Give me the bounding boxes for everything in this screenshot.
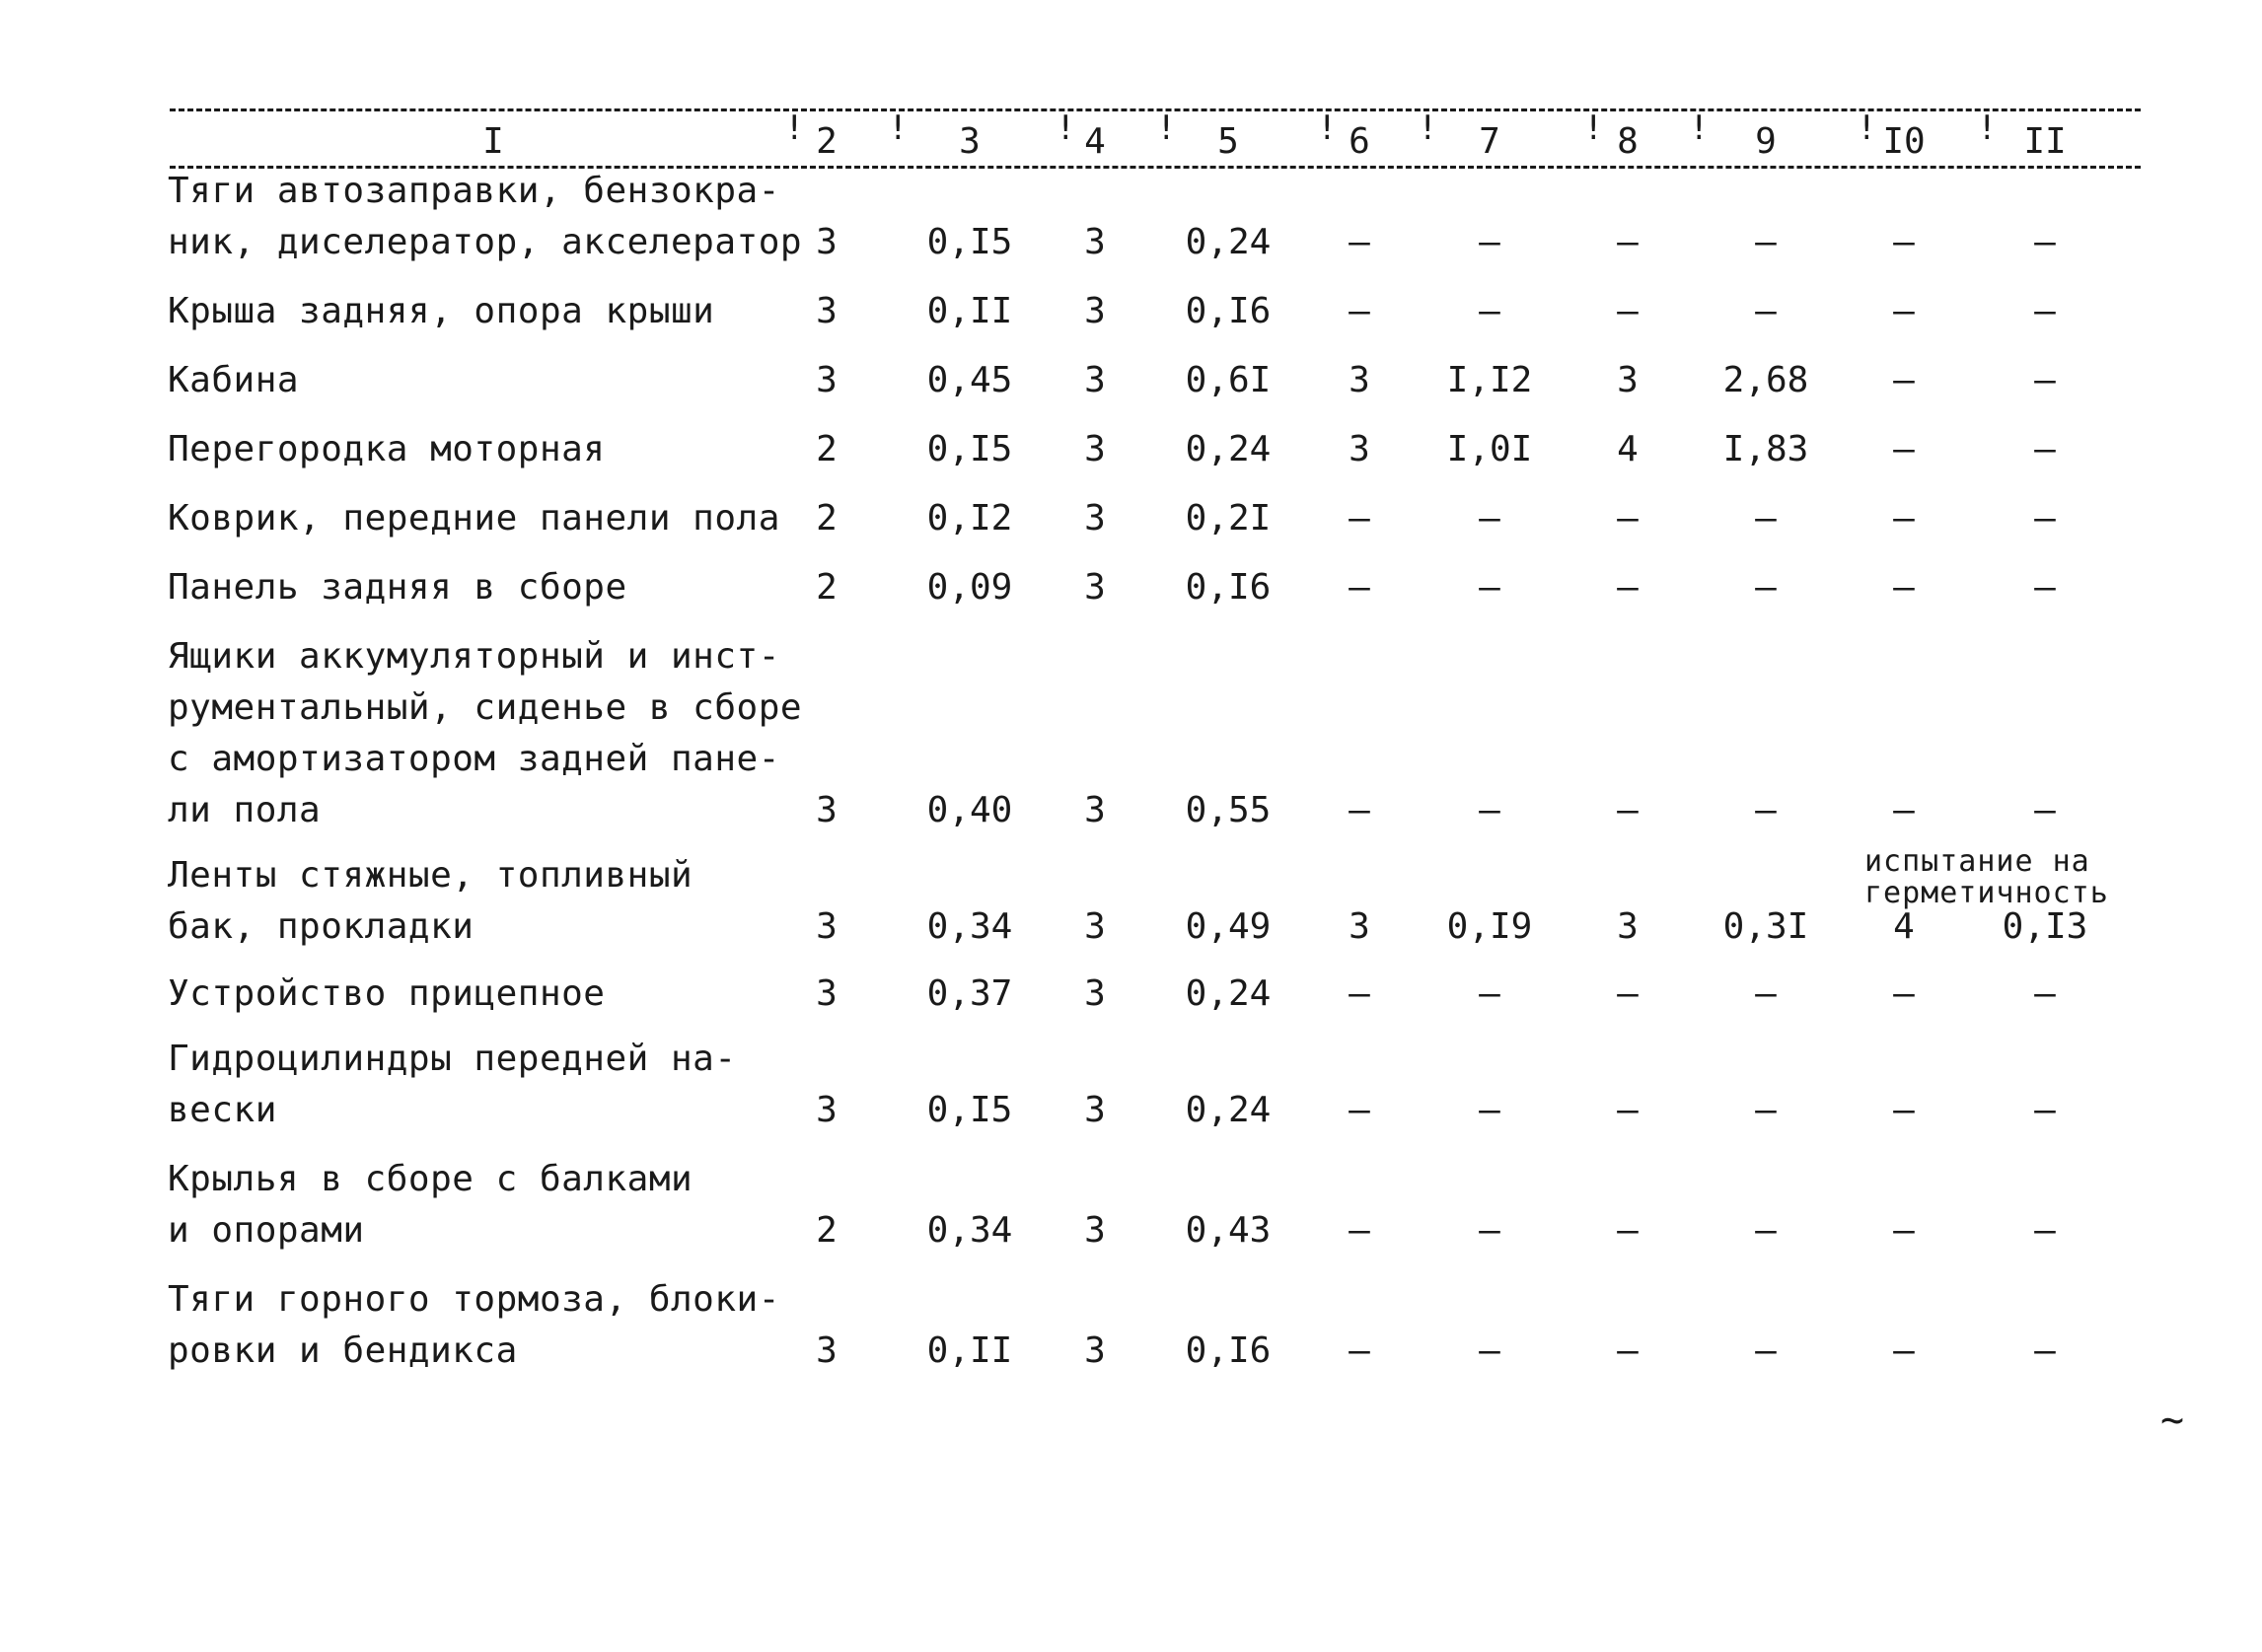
cell-col-7: –	[1479, 291, 1500, 331]
column-separator: !	[1056, 108, 1076, 148]
cell-col-9: –	[1755, 1330, 1777, 1371]
column-header-6: 6	[1349, 121, 1370, 162]
column-separator: !	[1317, 108, 1338, 148]
cell-col-10: –	[1893, 567, 1915, 608]
cell-col-10: –	[1893, 973, 1915, 1014]
cell-col-10: –	[1893, 291, 1915, 331]
cell-col-9: –	[1755, 1090, 1777, 1130]
cell-col-8: 3	[1617, 360, 1639, 400]
cell-col-3: 0,09	[926, 567, 1013, 608]
cell-col-4: 3	[1084, 973, 1106, 1014]
row-name-line: рументальный, сиденье в сборе	[168, 687, 803, 728]
cell-col-3: 0,34	[926, 1210, 1013, 1251]
column-separator: !	[1156, 108, 1177, 148]
row-name	[168, 562, 799, 613]
cell-col-3: 0,37	[926, 973, 1013, 1014]
cell-col-11: –	[2034, 973, 2056, 1014]
cell-col-5: 0,6I	[1185, 360, 1272, 400]
cell-col-7: –	[1479, 222, 1500, 262]
row-name-line: Гидроцилиндры передней на-	[168, 1039, 737, 1079]
cell-col-10: –	[1893, 1330, 1915, 1371]
column-header-1: I	[482, 121, 504, 162]
cell-col-5: 0,I6	[1185, 291, 1272, 331]
cell-col-10: –	[1893, 1090, 1915, 1130]
cell-col-4: 3	[1084, 1330, 1106, 1371]
cell-col-9: I,83	[1722, 429, 1809, 469]
cell-col-6: –	[1349, 1330, 1370, 1371]
cell-col-10: –	[1893, 429, 1915, 469]
cell-col-7: –	[1479, 1090, 1500, 1130]
page-mark: ~	[2160, 1398, 2185, 1443]
cell-col-8: 3	[1617, 906, 1639, 947]
column-header-10: I0	[1882, 121, 1926, 162]
cell-col-2: 3	[816, 973, 838, 1014]
cell-col-3: 0,I5	[926, 1090, 1013, 1130]
column-separator: !	[784, 108, 805, 148]
cell-col-3: 0,40	[926, 790, 1013, 830]
column-separator: !	[1689, 108, 1710, 148]
cell-col-5: 0,55	[1185, 790, 1272, 830]
cell-col-4: 3	[1084, 360, 1106, 400]
cell-col-2: 2	[816, 498, 838, 539]
cell-col-5: 0,24	[1185, 973, 1272, 1014]
column-header-2: 2	[816, 121, 838, 162]
cell-col-2: 3	[816, 291, 838, 331]
cell-col-11: –	[2034, 1090, 2056, 1130]
cell-col-11: –	[2034, 360, 2056, 400]
cell-col-2: 2	[816, 567, 838, 608]
row-note-line: испытание на	[1864, 844, 2090, 879]
cell-col-7: I,I2	[1446, 360, 1533, 400]
cell-col-4: 3	[1084, 567, 1106, 608]
cell-col-9: –	[1755, 222, 1777, 262]
cell-col-5: 0,43	[1185, 1210, 1272, 1251]
cell-col-4: 3	[1084, 906, 1106, 947]
cell-col-5: 0,24	[1185, 429, 1272, 469]
row-name-line: с амортизатором задней пане-	[168, 739, 780, 779]
cell-col-4: 3	[1084, 1210, 1106, 1251]
column-header-7: 7	[1479, 121, 1500, 162]
row-name	[168, 969, 799, 1020]
cell-col-6: –	[1349, 790, 1370, 830]
cell-col-2: 3	[816, 1090, 838, 1130]
cell-col-3: 0,I5	[926, 222, 1013, 262]
cell-col-8: 4	[1617, 429, 1639, 469]
cell-col-3: 0,II	[926, 1330, 1013, 1371]
cell-col-2: 3	[816, 360, 838, 400]
cell-col-9: –	[1755, 973, 1777, 1014]
cell-col-3: 0,34	[926, 906, 1013, 947]
cell-col-2: 3	[816, 906, 838, 947]
column-separator: !	[1857, 108, 1877, 148]
row-name-line: и опорами	[168, 1210, 365, 1251]
row-name	[168, 493, 799, 544]
cell-col-8: –	[1617, 498, 1639, 539]
cell-col-3: 0,I2	[926, 498, 1013, 539]
cell-col-4: 3	[1084, 1090, 1106, 1130]
row-name-line: Тяги горного тормоза, блоки-	[168, 1279, 780, 1320]
row-name	[168, 1034, 799, 1136]
cell-col-8: –	[1617, 1330, 1639, 1371]
row-note	[1864, 846, 2109, 909]
cell-col-6: –	[1349, 291, 1370, 331]
row-name-line: бак, прокладки	[168, 906, 474, 947]
cell-col-4: 3	[1084, 222, 1106, 262]
cell-col-6: –	[1349, 1210, 1370, 1251]
column-header-11: II	[2023, 121, 2067, 162]
cell-col-10: –	[1893, 1210, 1915, 1251]
cell-col-6: –	[1349, 498, 1370, 539]
cell-col-10: 4	[1893, 906, 1915, 947]
cell-col-4: 3	[1084, 429, 1106, 469]
column-header-5: 5	[1217, 121, 1239, 162]
row-name	[168, 631, 803, 836]
row-name	[168, 424, 799, 475]
cell-col-11: –	[2034, 1210, 2056, 1251]
row-name-line: Крылья в сборе с балками	[168, 1159, 693, 1199]
cell-col-11: –	[2034, 790, 2056, 830]
column-header-3: 3	[959, 121, 981, 162]
cell-col-5: 0,I6	[1185, 567, 1272, 608]
cell-col-10: –	[1893, 222, 1915, 262]
cell-col-8: –	[1617, 567, 1639, 608]
cell-col-7: –	[1479, 1210, 1500, 1251]
cell-col-6: 3	[1349, 906, 1370, 947]
cell-col-6: –	[1349, 1090, 1370, 1130]
row-name-line: Крыша задняя, опора крыши	[168, 291, 715, 331]
cell-col-3: 0,II	[926, 291, 1013, 331]
row-name	[168, 286, 799, 337]
cell-col-11: –	[2034, 1330, 2056, 1371]
table-header-top-rule	[170, 108, 2141, 111]
cell-col-10: –	[1893, 790, 1915, 830]
cell-col-6: –	[1349, 222, 1370, 262]
cell-col-11: –	[2034, 222, 2056, 262]
cell-col-9: –	[1755, 291, 1777, 331]
cell-col-5: 0,2I	[1185, 498, 1272, 539]
cell-col-9: –	[1755, 1210, 1777, 1251]
cell-col-7: –	[1479, 498, 1500, 539]
row-note-line: герметичность	[1864, 876, 2109, 910]
column-header-4: 4	[1084, 121, 1106, 162]
row-name-line: Устройство прицепное	[168, 973, 606, 1014]
row-name-line: Ящики аккумуляторный и инст-	[168, 636, 780, 677]
row-name-line: ровки и бендикса	[168, 1330, 518, 1371]
cell-col-7: –	[1479, 567, 1500, 608]
cell-col-4: 3	[1084, 790, 1106, 830]
cell-col-7: 0,I9	[1446, 906, 1533, 947]
row-name-line: Перегородка моторная	[168, 429, 606, 469]
cell-col-11: –	[2034, 429, 2056, 469]
cell-col-11: –	[2034, 567, 2056, 608]
column-header-8: 8	[1617, 121, 1639, 162]
cell-col-9: 2,68	[1722, 360, 1809, 400]
cell-col-4: 3	[1084, 291, 1106, 331]
cell-col-9: 0,3I	[1722, 906, 1809, 947]
cell-col-5: 0,49	[1185, 906, 1272, 947]
cell-col-3: 0,45	[926, 360, 1013, 400]
cell-col-8: –	[1617, 1090, 1639, 1130]
cell-col-2: 3	[816, 790, 838, 830]
cell-col-7: –	[1479, 790, 1500, 830]
cell-col-11: –	[2034, 291, 2056, 331]
cell-col-8: –	[1617, 291, 1639, 331]
cell-col-11: 0,I3	[2002, 906, 2088, 947]
cell-col-5: 0,I6	[1185, 1330, 1272, 1371]
row-name-line: Коврик, передние панели пола	[168, 498, 780, 539]
cell-col-5: 0,24	[1185, 222, 1272, 262]
cell-col-6: 3	[1349, 429, 1370, 469]
row-name-line: ли пола	[168, 790, 322, 830]
cell-col-9: –	[1755, 567, 1777, 608]
cell-col-6: –	[1349, 973, 1370, 1014]
row-name-line: Кабина	[168, 360, 300, 400]
cell-col-2: 2	[816, 429, 838, 469]
cell-col-2: 3	[816, 1330, 838, 1371]
row-name	[168, 1154, 799, 1257]
cell-col-8: –	[1617, 1210, 1639, 1251]
column-separator: !	[1583, 108, 1604, 148]
row-name-line: Тяги автозаправки, бензокра-	[168, 171, 780, 211]
cell-col-6: 3	[1349, 360, 1370, 400]
cell-col-9: –	[1755, 498, 1777, 539]
cell-col-4: 3	[1084, 498, 1106, 539]
column-separator: !	[1418, 108, 1438, 148]
row-name-line: вески	[168, 1090, 277, 1130]
cell-col-10: –	[1893, 360, 1915, 400]
cell-col-10: –	[1893, 498, 1915, 539]
cell-col-8: –	[1617, 222, 1639, 262]
cell-col-9: –	[1755, 790, 1777, 830]
row-name	[168, 355, 799, 406]
cell-col-7: I,0I	[1446, 429, 1533, 469]
cell-col-7: –	[1479, 1330, 1500, 1371]
cell-col-2: 3	[816, 222, 838, 262]
cell-col-11: –	[2034, 498, 2056, 539]
column-separator: !	[1977, 108, 1998, 148]
cell-col-3: 0,I5	[926, 429, 1013, 469]
row-name-line: Ленты стяжные, топливный	[168, 855, 693, 896]
column-separator: !	[888, 108, 909, 148]
cell-col-8: –	[1617, 973, 1639, 1014]
row-name-line: ник, диселератор, акселератор	[168, 222, 803, 262]
cell-col-7: –	[1479, 973, 1500, 1014]
cell-col-2: 2	[816, 1210, 838, 1251]
cell-col-6: –	[1349, 567, 1370, 608]
row-name	[168, 166, 803, 268]
cell-col-8: –	[1617, 790, 1639, 830]
cell-col-5: 0,24	[1185, 1090, 1272, 1130]
row-name-line: Панель задняя в сборе	[168, 567, 627, 608]
row-name	[168, 1274, 799, 1377]
row-name	[168, 850, 799, 953]
column-header-9: 9	[1755, 121, 1777, 162]
